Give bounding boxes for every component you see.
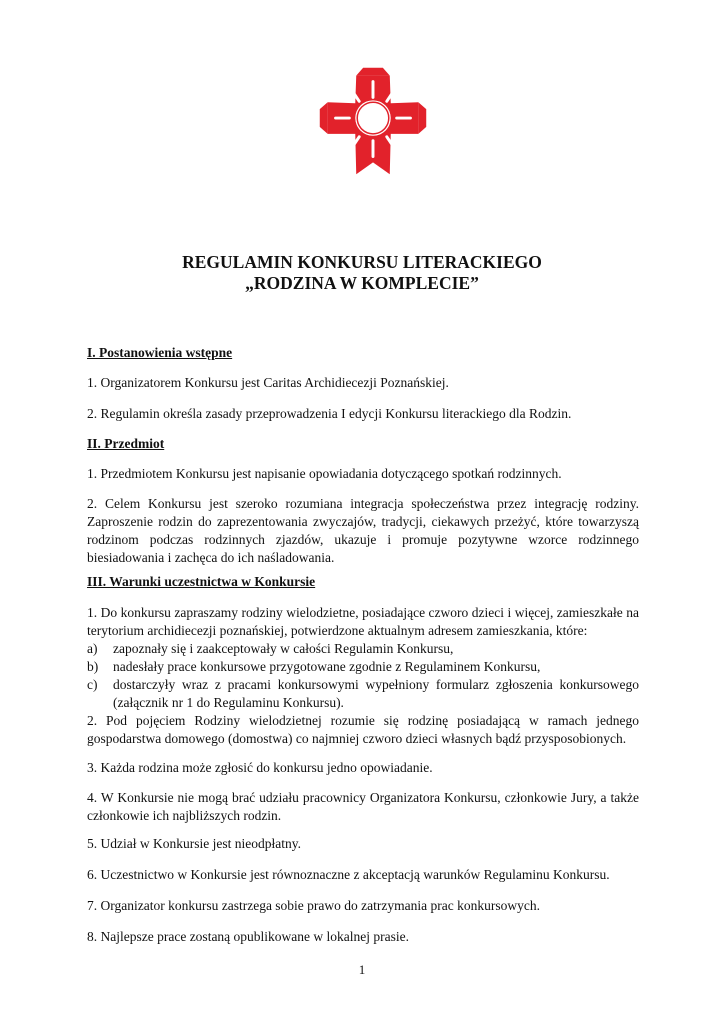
document-title-line-2: „RODZINA W KOMPLECIE” (245, 273, 479, 293)
document-title-line-1: REGULAMIN KONKURSU LITERACKIEGO (182, 252, 542, 272)
paragraph: 2. Regulamin określa zasady przeprowadzenia I edycji Konkursu literackiego dla Rodzin. (87, 406, 572, 421)
list-item-text: nadesłały prace konkursowe przygotowane zgodnie z Regulaminem Konkursu, (113, 659, 541, 674)
paragraph: 1. Przedmiotem Konkursu jest napisanie opowiadania dotyczącego spotkań rodzinnych. (87, 466, 562, 481)
section-heading: II. Przedmiot (87, 436, 165, 451)
list-marker: c) (87, 677, 98, 692)
paragraph: 8. Najlepsze prace zostaną opublikowane w lokalnej prasie. (87, 929, 410, 944)
paragraph: 2. Pod pojęciem Rodziny wielodzietnej rozumie się rodzinę posiadającą w ramach jednego gospodarstwa domowego (domostwa) co najmniej czworo dzieci własnych bądź przysposobionych. (87, 713, 639, 746)
list-marker: a) (87, 641, 98, 656)
list-item (87, 676, 639, 712)
caritas-logo (304, 48, 442, 196)
paragraph: 5. Udział w Konkursie jest nieodpłatny. (87, 836, 301, 851)
list-item (87, 658, 639, 676)
list-item (87, 640, 639, 658)
caritas-cross-icon (320, 68, 426, 174)
section-1-heading (87, 344, 639, 362)
section-heading: I. Postanowienia wstępne (87, 345, 233, 360)
section-heading: III. Warunki uczestnictwa w Konkursie (87, 574, 316, 589)
paragraph: 4. W Konkursie nie mogą brać udziału pracownicy Organizatora Konkursu, członkowie Jury, a także członkowie ich najbliższych rodzin. (87, 790, 639, 823)
list-item-text: zapoznały się i zaakceptowały w całości Regulamin Konkursu, (113, 641, 454, 656)
paragraph: 2. Celem Konkursu jest szeroko rozumiana integracja społeczeństwa przez integrację rodziny. Zaproszenie rodzin do zaprezentowania zwyczajów, tradycji, ciekawych przeżyć, które towarzyszą rodzinom podczas rodzinnych zjazdów, ukazuje i promuje pozytywne wzorce rodzinnego biesiadowania i zachęca do ich naśladowania. (87, 496, 639, 565)
paragraph: 3. Każda rodzina może zgłosić do konkursu jedno opowiadanie. (87, 760, 433, 775)
conditions-list (87, 640, 639, 712)
list-marker: b) (87, 659, 99, 674)
paragraph: 1. Do konkursu zapraszamy rodziny wielodzietne, posiadające czworo dzieci i więcej, zamieszkałe na terytorium archidiecezji poznańskiej, potwierdzone aktualnym adresem zamieszkania, które: (87, 605, 639, 638)
paragraph: 1. Organizatorem Konkursu jest Caritas Archidiecezji Poznańskiej. (87, 375, 449, 390)
list-item-text: dostarczyły wraz z pracami konkursowymi wypełniony formularz zgłoszenia konkursowego (załącznik nr 1 do Regulaminu Konkursu). (113, 677, 639, 710)
paragraph: 7. Organizator konkursu zastrzega sobie prawo do zatrzymania prac konkursowych. (87, 898, 540, 913)
paragraph: 6. Uczestnictwo w Konkursie jest równoznaczne z akceptacją warunków Regulaminu Konkursu. (87, 867, 610, 882)
page-number: 1 (358, 962, 366, 977)
